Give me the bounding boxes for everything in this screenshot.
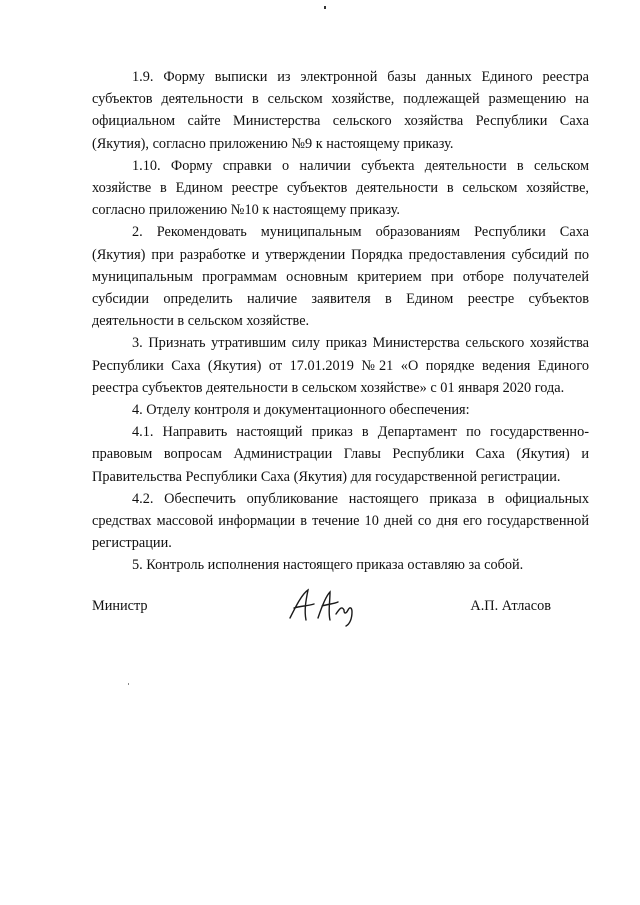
paragraph-4-2: 4.2. Обеспечить опубликование настоящего приказа в официальных средствах массовой информации в течение 10 дней со дня его государственной регистрации. — [92, 490, 589, 552]
paragraph-3: 3. Признать утратившим силу приказ Министерства сельского хозяйства Республики Саха (Якутия) от 17.01.2019 №21 «О порядке ведения Единого реестра субъектов деятельности в сельском хозяйстве» с 01 января 2020 года. — [92, 335, 589, 396]
paragraph-4: 4. Отделу контроля и документационного обеспечения: — [132, 402, 470, 419]
paragraph-1-9: 1.9. Форму выписки из электронной базы данных Единого реестра субъектов деятельности в сельском хозяйстве, подлежащей размещению на официальном сайте Министерства сельского хозяйства Республики Саха (Якутия), согласно приложению №9 к настоящему приказу. — [92, 69, 589, 152]
signature-block — [92, 598, 589, 628]
paragraph-1-10: 1.10. Форму справки о наличии субъекта деятельности в сельском хозяйстве в Едином реестре субъектов деятельности в сельском хозяйстве, согласно приложению №10 к настоящему приказу. — [92, 157, 589, 219]
scan-mark — [324, 6, 326, 9]
paragraph-5: 5. Контроль исполнения настоящего приказа оставляю за собой. — [132, 557, 524, 574]
signatory-name: А.П. Атласов — [470, 598, 551, 614]
handwritten-signature — [284, 584, 374, 630]
scan-mark — [128, 683, 129, 685]
signatory-position: Министр — [92, 598, 148, 614]
paragraph-2: 2. Рекомендовать муниципальным образованиям Республики Саха (Якутия) при разработке и утверждении Порядка предоставления субсидий по муниципальным программам основным критерием при отборе получателей субсидии определить наличие заявителя в Едином реестре субъектов деятельности в сельском хозяйстве. — [92, 224, 589, 330]
paragraph-4-1: 4.1. Направить настоящий приказ в Департамент по государственно-правовым вопросам Администрации Главы Республики Саха (Якутия) и Правительства Республики Саха (Якутия) для государственной регистрации. — [92, 424, 589, 485]
document-body — [92, 66, 589, 577]
